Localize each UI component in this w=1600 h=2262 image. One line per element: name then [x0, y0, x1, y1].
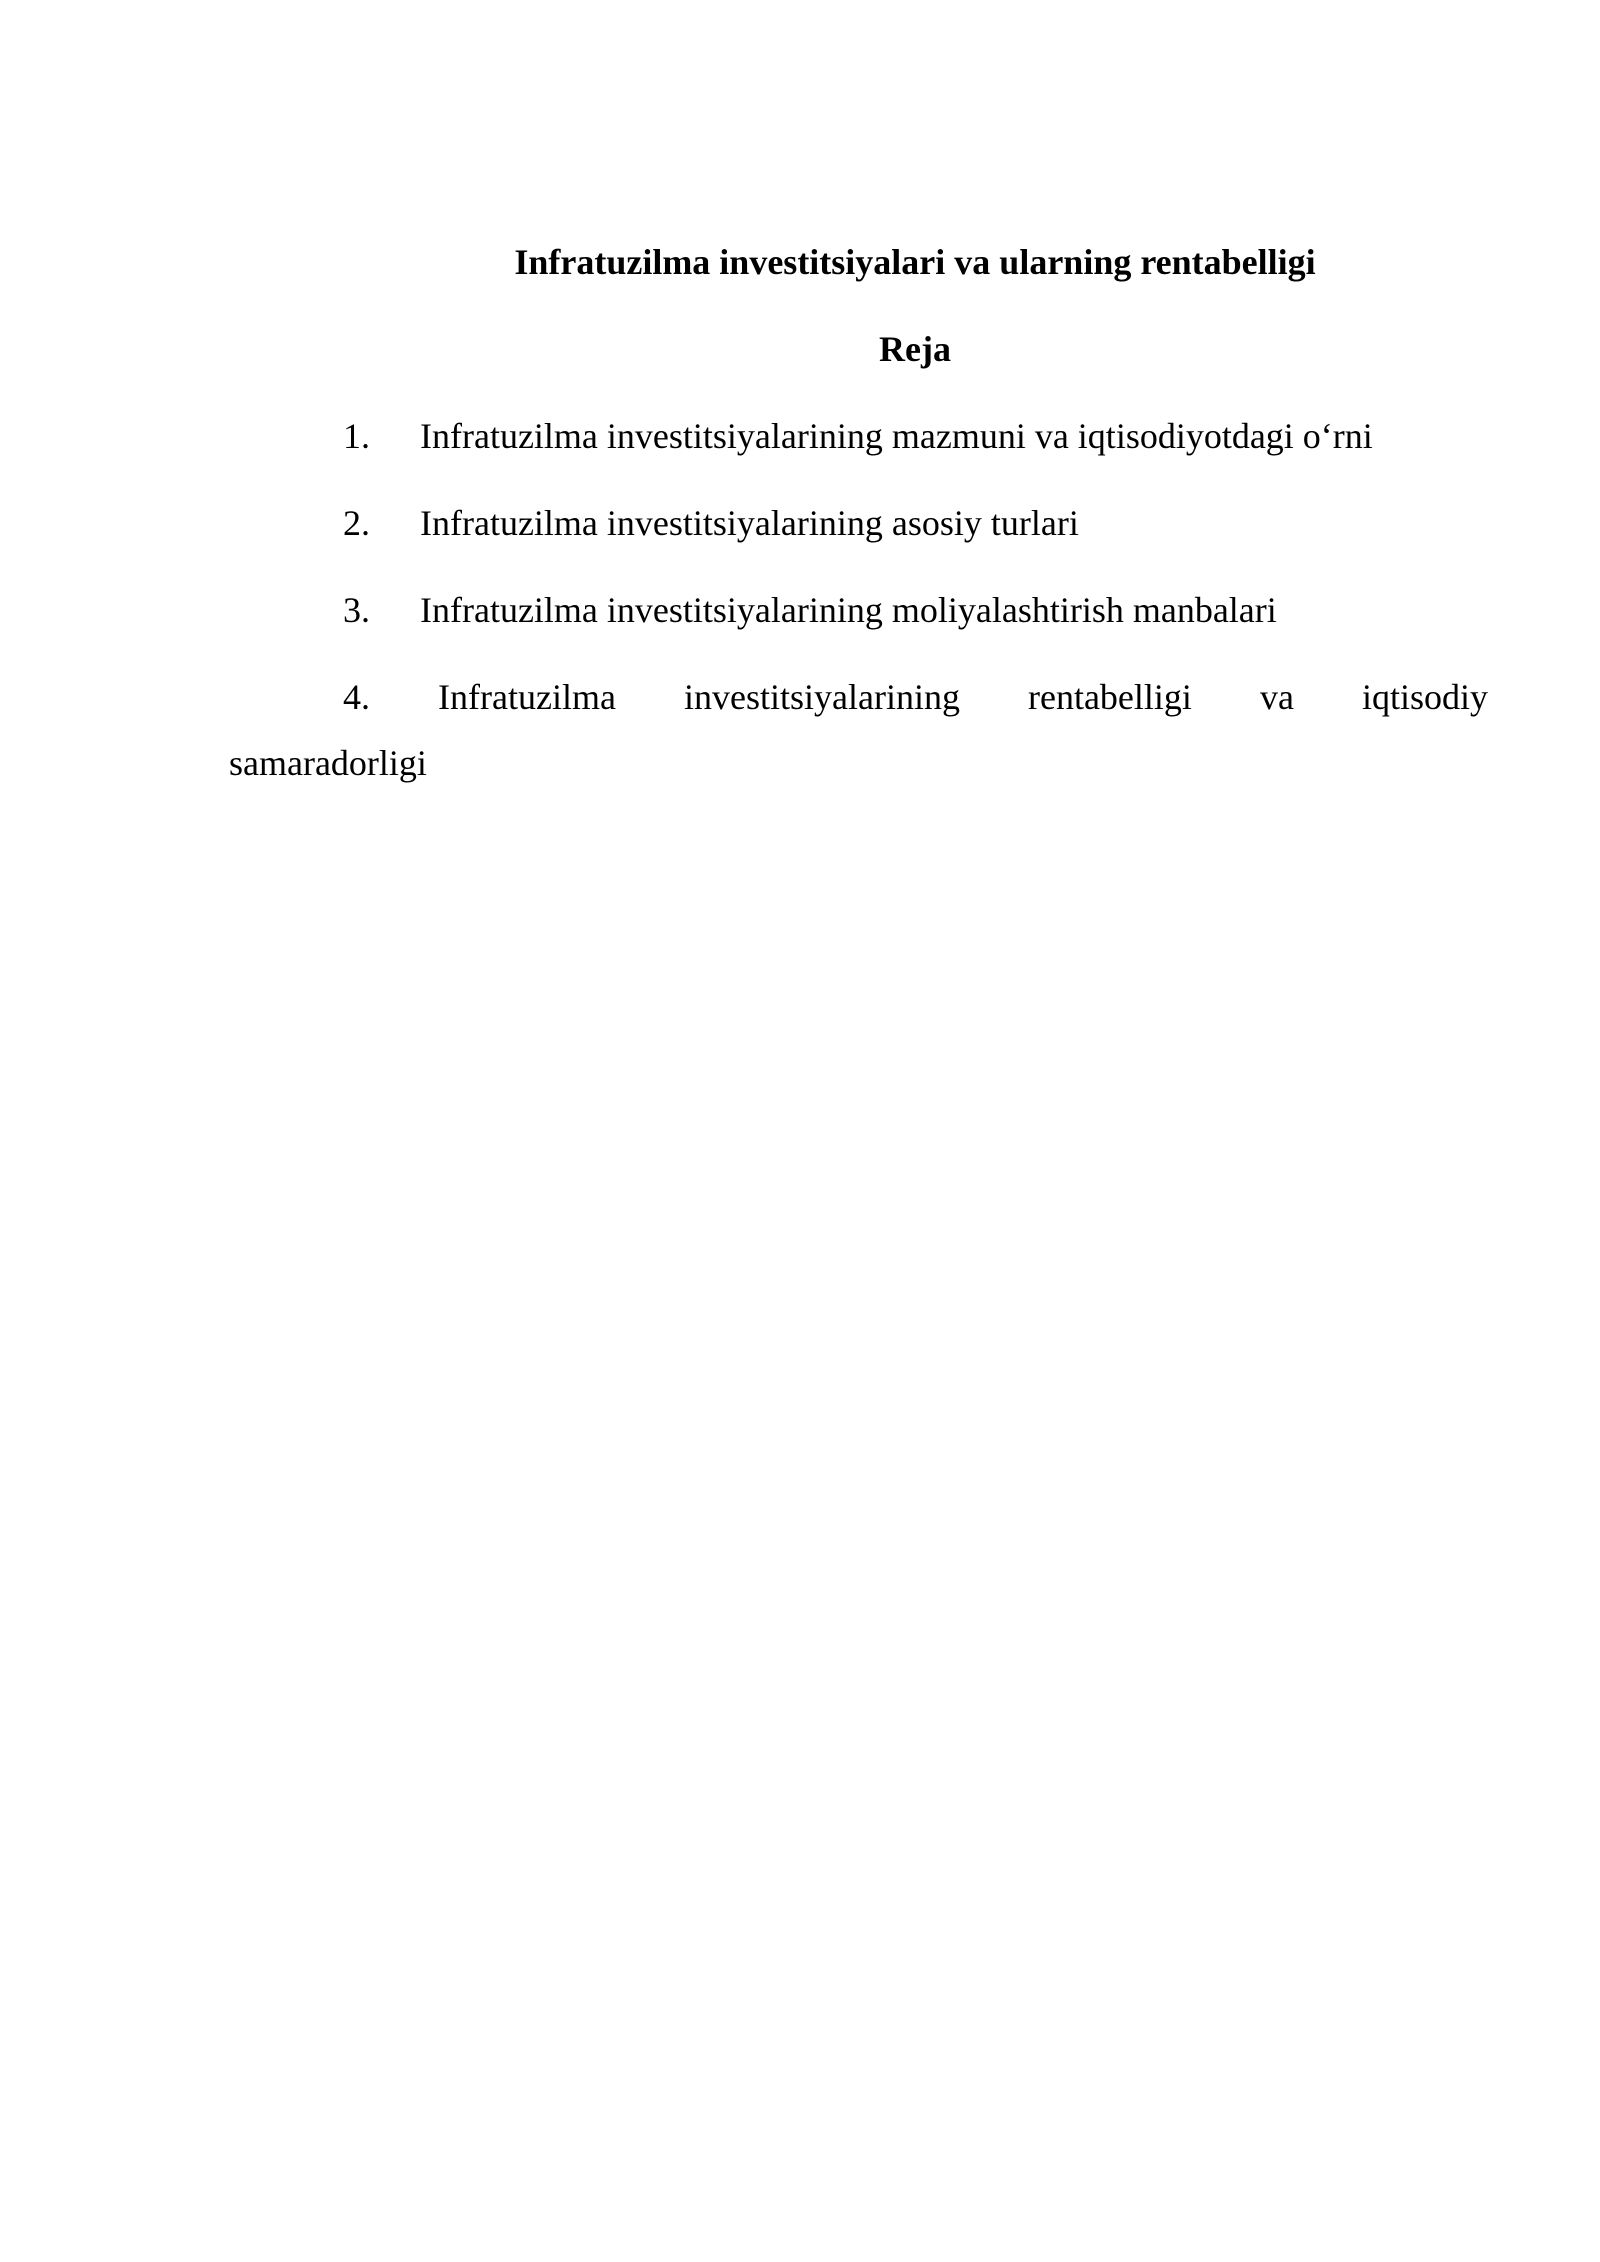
- plan-heading: Reja: [879, 329, 951, 369]
- plan-item-number: 4.: [343, 677, 370, 717]
- plan-item-text: Infratuzilma investitsiyalarining asosiy turlari: [420, 503, 1079, 543]
- plan-item-number: 1.: [343, 416, 370, 456]
- plan-item-text: Infratuzilma investitsiyalarining mazmuni va iqtisodiyotdagi o‘rni: [420, 416, 1373, 456]
- plan-item-word: rentabelligi: [1027, 677, 1192, 717]
- plan-item: [343, 412, 1373, 460]
- plan-item-number: 3.: [343, 590, 370, 630]
- plan-item: [229, 673, 1488, 787]
- plan-item: [343, 586, 1277, 634]
- plan-item-word: investitsiyalarining: [683, 677, 960, 717]
- plan-item-number: 2.: [343, 503, 370, 543]
- plan-item-first-line: [229, 673, 1488, 721]
- plan-item-word: iqtisodiy: [1361, 677, 1488, 717]
- plan-item-word: Infratuzilma: [438, 677, 616, 717]
- plan-item-text: Infratuzilma investitsiyalarining moliyalashtirish manbalari: [420, 590, 1277, 630]
- plan-item: [343, 499, 1079, 547]
- document-title: Infratuzilma investitsiyalari va ularning rentabelligi: [514, 242, 1316, 282]
- plan-item-continuation: samaradorligi: [229, 743, 427, 783]
- plan-item-word: va: [1259, 677, 1294, 717]
